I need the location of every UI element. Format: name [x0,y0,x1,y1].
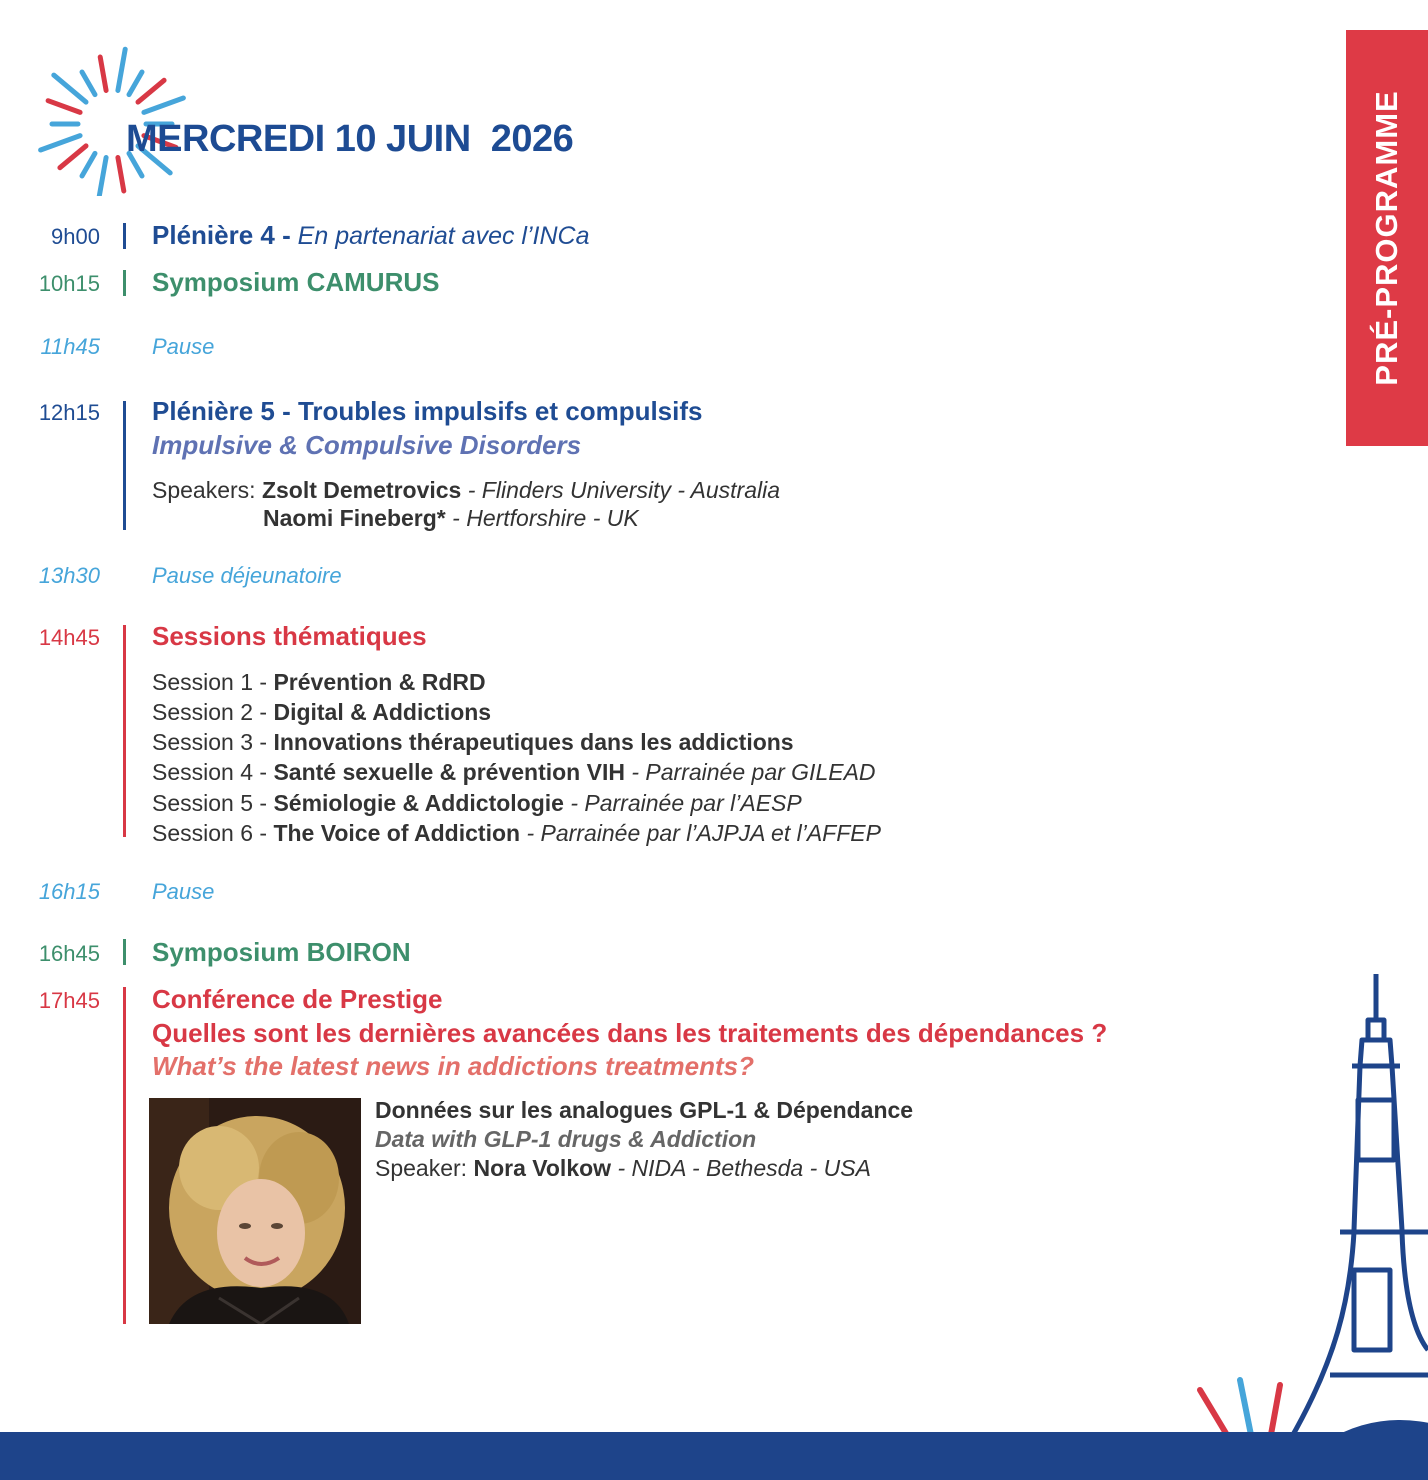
pause-1145: Pause [152,334,215,359]
time-1445: 14h45 [38,625,100,650]
speakers-line-1 [152,477,780,504]
session-prefix: Session 6 - [152,820,274,846]
talk-title-fr: Données sur les analogues GPL-1 & Dépendance [375,1097,914,1123]
symposium-camurus [152,267,439,298]
session-sponsor: - Parrainée par GILEAD [624,759,876,785]
session-prefix: Session 4 - [152,759,274,785]
session-name: Santé sexuelle & prévention VIH [273,759,625,785]
eiffel-tower-icon [1140,970,1428,1480]
time-0900: 9h00 [51,224,100,249]
time-1215: 12h15 [38,400,100,425]
pleniere-4-title [152,220,590,251]
session-sponsor: - Parrainée par l’AJPJA et l’AFFEP [520,820,881,846]
speaker-name: Naomi Fineberg* [263,505,446,531]
divider-bar [123,939,126,965]
conference-question-en: What’s the latest news in addictions treatments? [152,1051,754,1081]
pause-1615: Pause [152,879,215,904]
speakers-line-2 [263,505,639,532]
conference-title: Conférence de Prestige [152,984,443,1014]
session-prefix: Session 3 - [152,729,274,755]
session-name: Sémiologie & Addictologie [273,790,564,816]
sessions-title: Sessions thématiques [152,621,427,651]
time-1615: 16h15 [38,879,100,904]
speaker-affiliation: - NIDA - Bethesda - USA [611,1155,871,1181]
divider-bar [123,223,126,249]
symposium-boiron [152,937,411,968]
divider-bar [123,270,126,296]
speaker-name: Nora Volkow [473,1155,612,1181]
session-name: Innovations thérapeutiques dans les addictions [273,729,794,755]
symposium-sponsor: CAMURUS [306,267,440,297]
speaker-affiliation: - Flinders University - Australia [461,477,781,503]
session-prefix: Session 5 - [152,790,274,816]
pleniere-5-subtitle: Impulsive & Compulsive Disorders [152,430,582,460]
portrait-photo [149,1098,361,1324]
page-title: MERCREDI 10 JUIN 2026 [126,118,574,160]
footer-band [0,1432,1428,1480]
session-item [152,699,491,726]
divider-bar [123,987,126,1324]
pre-programme-label: PRÉ-PROGRAMME [1369,90,1404,386]
time-1145: 11h45 [40,334,100,359]
session-item [152,820,881,847]
divider-bar [123,401,126,530]
pleniere-5-title: Plénière 5 - Troubles impulsifs et compulsifs [152,396,703,426]
time-1745: 17h45 [38,988,100,1013]
session-prefix: Session 2 - [152,699,274,725]
conference-question-fr: Quelles sont les dernières avancées dans les traitements des dépendances ? [152,1018,1108,1048]
symposium-sponsor: BOIRON [306,937,411,967]
speaker-name: Zsolt Demetrovics [261,477,462,503]
session-name: The Voice of Addiction [273,820,521,846]
talk-title-en: Data with GLP-1 drugs & Addiction [375,1126,757,1152]
pre-programme-tab [1346,30,1428,446]
session-item [152,729,794,756]
symposium-label: Symposium [152,937,307,967]
speaker-affiliation: - Hertforshire - UK [445,505,639,531]
time-1015: 10h15 [38,271,100,296]
session-prefix: Session 1 - [152,669,274,695]
session-sponsor: - Parrainée par l’AESP [563,790,802,816]
speakers-label: Speakers: [152,477,262,503]
pause-dejeunatoire: Pause déjeunatoire [152,563,342,588]
symposium-label: Symposium [152,267,307,297]
session-item [152,759,876,786]
session-item [152,669,486,696]
speaker-label: Speaker: [375,1155,474,1181]
talk-speaker [375,1155,871,1182]
divider-bar [123,625,126,837]
time-1330: 13h30 [38,563,100,588]
pleniere-4-partner: En partenariat avec l’INCa [290,222,590,250]
time-1645: 16h45 [38,941,100,966]
session-item [152,790,802,817]
session-name: Digital & Addictions [273,699,492,725]
session-name: Prévention & RdRD [273,669,486,695]
pleniere-4-label: Plénière 4 - [152,220,291,250]
